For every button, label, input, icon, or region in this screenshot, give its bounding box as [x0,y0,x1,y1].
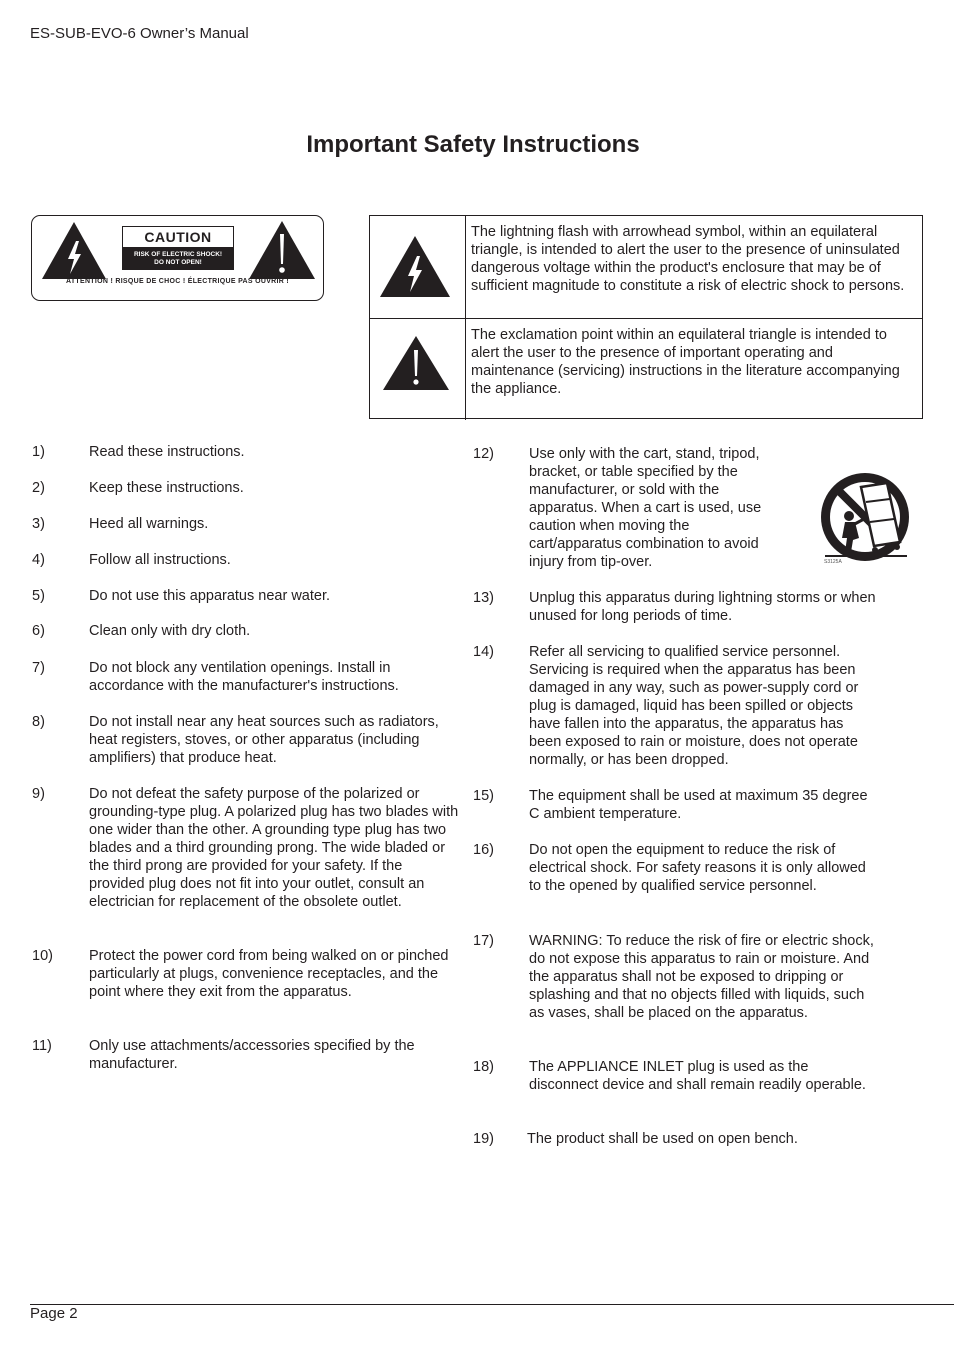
item-text: Do not defeat the safety purpose of the polarized or grounding-type plug. A polarized plug has two blades with one wider than the other. A grounding type plug has two blades and a third grounding prong. The wide bladed or the third prong are provided for your safety. If the provided plug does not fit into your outlet, consult an electrician for replacement of the obsolete outlet. [89,786,459,910]
item-number: 16) [473,842,494,858]
item-text: The APPLIANCE INLET plug is used as the disconnect device and shall remain readily operable. [529,1059,866,1093]
item-number: 5) [32,588,45,604]
item-text: Protect the power cord from being walked on or pinched particularly at plugs, convenience receptacles, and the point where they exit from the apparatus. [89,948,449,1000]
symbol-row-exclamation [370,318,922,420]
item-text: Keep these instructions. [89,480,244,496]
item-text: Do not block any ventilation openings. Install in accordance with the manufacturer's instructions. [89,660,399,694]
item-number: 18) [473,1059,494,1075]
item-text: Read these instructions. [89,444,245,460]
item-number: 15) [473,788,494,804]
lightning-triangle-icon [41,221,107,280]
item-number: 7) [32,660,45,676]
item-number: 14) [473,644,494,660]
exclamation-triangle-icon [248,220,316,280]
item-text: Follow all instructions. [89,552,231,568]
caution-box [122,226,234,270]
item-number: 1) [32,444,45,460]
symbol-table [369,215,923,419]
item-number: 11) [32,1038,52,1054]
item-number: 9) [32,786,45,802]
item-text: Do not install near any heat sources such as radiators, heat registers, stoves, or other apparatus (including amplifiers) that produce heat. [89,714,439,766]
item-text: Heed all warnings. [89,516,209,532]
symbol-icon-cell [370,319,466,420]
item-text: Clean only with dry cloth. [89,623,251,639]
item-number: 17) [473,933,494,949]
symbol-row-lightning [370,216,922,318]
symbol-icon-cell [370,216,466,318]
caution-line-1: RISK OF ELECTRIC SHOCK! [133,251,223,258]
caution-line-2: DO NOT OPEN! [154,259,202,266]
symbol-description: The exclamation point within an equilateral triangle is intended to alert the user to the presence of important operating and maintenance (servicing) instructions in the literature accompanying the appliance. [471,327,900,397]
item-number: 2) [32,480,45,496]
item-text: The equipment shall be used at maximum 35 degree C ambient temperature. [529,788,868,822]
item-number: 3) [32,516,45,532]
item-number: 4) [32,552,45,568]
item-text: Only use attachments/accessories specified by the manufacturer. [89,1038,415,1072]
symbol-description: The lightning flash with arrowhead symbol, within an equilateral triangle, is intended to alert the user to the presence of uninsulated dangerous voltage within the product's enclosure that may be of sufficient magnitude to constitute a risk of electric shock to persons. [471,224,905,294]
item-number: 10) [32,948,53,964]
item-number: 8) [32,714,45,730]
item-text: Do not open the equipment to reduce the risk of electrical shock. For safety reasons it is only allowed to the opened by qualified service personnel. [529,842,866,894]
item-text: WARNING: To reduce the risk of fire or electric shock, do not expose this apparatus to rain or moisture. And the apparatus shall not be exposed to dripping or splashing and that no objects filled with liquids, such as vases, shall be placed on the apparatus. [529,933,874,1021]
item-text: Unplug this apparatus during lightning storms or when unused for long periods of time. [529,590,876,624]
footer-divider [30,1304,954,1305]
item-text: Do not use this apparatus near water. [89,588,331,604]
item-text: Refer all servicing to qualified service personnel. Servicing is required when the apparatus has been damaged in any way, such as power-supply cord or plug is damaged, liquid has been spilled or objects have fallen into the apparatus, the apparatus has been exposed to rain or moisture, does not operate normally, or has been dropped. [529,644,859,768]
caution-subtext [122,248,234,270]
caution-heading: CAUTION [122,226,234,248]
item-number: 19) [473,1131,494,1147]
caution-label [31,215,324,301]
caution-bottom-text: ATTENTION ! RISQUE DE CHOC ! ÉLECTRIQUE PAS OUVRIR ! [65,278,289,285]
document-header: ES-SUB-EVO-6 Owner’s Manual [30,25,249,42]
page-title: Important Safety Instructions [306,131,640,158]
page-number: Page 2 [30,1305,78,1322]
item-number: 6) [32,623,45,639]
item-text: Use only with the cart, stand, tripod, bracket, or table specified by the manufacturer, or sold with the apparatus. When a cart is used, use caution when moving the cart/apparatus combination to avoid injury from tip-over. [529,446,762,570]
cart-icon-code: S3125A [824,559,842,564]
exclamation-triangle-icon [382,335,450,391]
item-number: 13) [473,590,494,606]
lightning-triangle-icon [379,235,451,298]
cart-tip-over-warning-icon [817,472,913,564]
item-number: 12) [473,446,494,462]
item-text: The product shall be used on open bench. [527,1131,798,1147]
